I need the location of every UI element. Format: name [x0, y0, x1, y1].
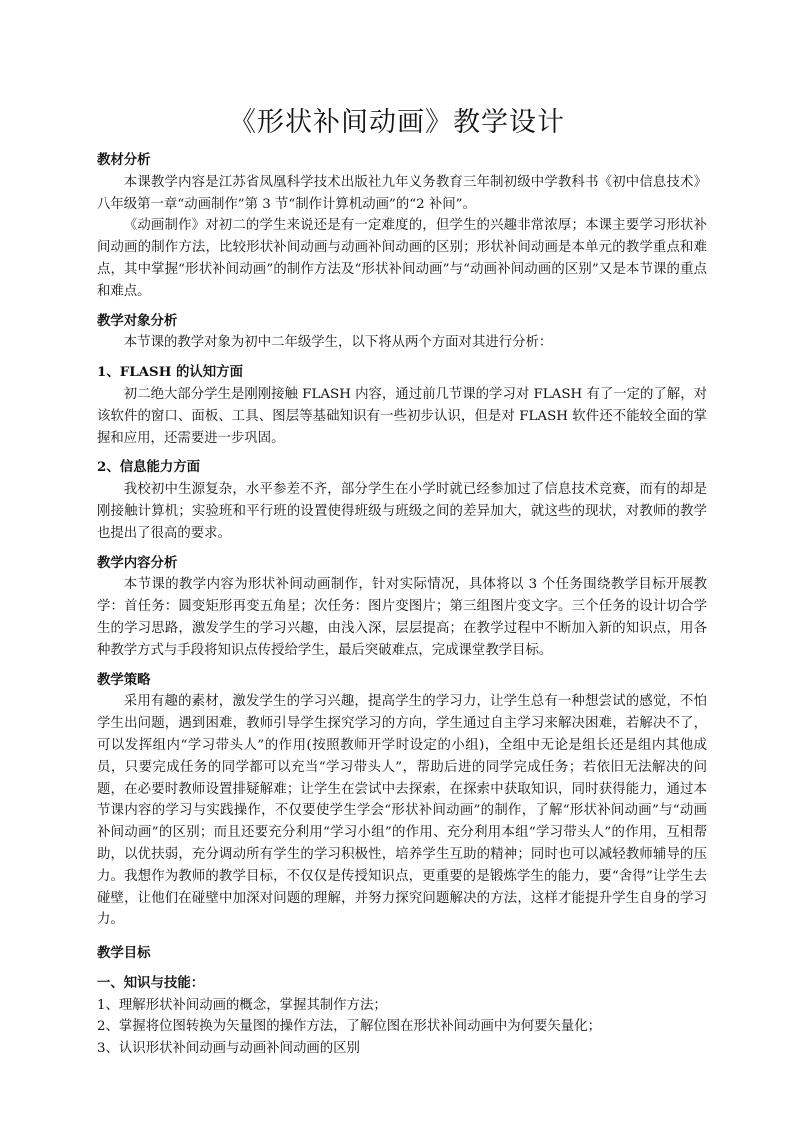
subheading-knowledge-skills: 一、知识与技能： [97, 974, 205, 991]
section-heading-content: 教学内容分析 [97, 554, 178, 571]
strategy-paragraph-1: 采用有趣的素材，激发学生的学习兴趣，提高学生的学习力，让学生总有一种想尝试的感觉，不怕学生出问题，遇到困难，教师引导学生探究学习的方向，学生通过自主学习来解决困难，若解决不了，可以发挥组内“学习带头人”的作用(按照教师开学时设定的小组)，全组中无论是组长还是组内其他成员，只要完成任务的同学都可以充当“学习带头人”，帮助后进的同学完成任务；若依旧无法解决的问题，在必要时教师设置排疑解难；让学生在尝试中去探索，在探索中获取知识，同时获得能力，通过本节课内容的学习与实践操作，不仅要使学生学会“形状补间动画”的制作，了解“形状补间动画”与“动画补间动画”的区别；而且还要充分利用“学习小组”的作用、充分利用本组“学习带头人”的作用，互相帮助，以优扶弱，充分调动所有学生的学习积极性，培养学生互助的精神；同时也可以减轻教师辅导的压力。我想作为教师的教学目标，不仅仅是传授知识点，更重要的是锻炼学生的能力，要“舍得”让学生去碰壁，让他们在碰壁中加深对问题的理解，并努力探究问题解决的方法，这样才能提升学生自身的学习力。 [97, 694, 707, 928]
subheading-flash-cognition: 1、FLASH 的认知方面 [97, 364, 243, 381]
goal-item-3: 3、认识形状补间动画与动画补间动画的区别 [97, 1041, 360, 1057]
document-title: 《形状补间动画》教学设计 [229, 107, 565, 138]
document-body [97, 150, 707, 1060]
subheading-information-ability: 2、信息能力方面 [97, 459, 201, 476]
goal-item-1: 1、理解形状补间动画的概念，掌握其制作方法； [97, 997, 387, 1013]
materials-paragraph-1: 本课教学内容是江苏省凤凰科学技术出版社九年义务教育三年制初级中学教科书《初中信息技术》八年级第一章“动画制作”第 3 节“制作计算机动画”的“2 补间”。 [97, 174, 707, 212]
section-heading-audience: 教学对象分析 [97, 312, 178, 329]
content-paragraph-1: 本节课的教学内容为形状补间动画制作，针对实际情况，具体将以 3 个任务围绕教学目标开展教学：首任务：圆变矩形再变五角星；次任务：图片变图片；第三组图片变文字。三个任务的设计切合学生的学习思路，激发学生的学习兴趣，由浅入深，层层提高；在教学过程中不断加入新的知识点，用各种教学方式与手段将知识点传授给学生，最后突破难点，完成课堂教学目标。 [97, 577, 707, 658]
section-heading-materials: 教材分析 [97, 152, 151, 168]
flash-cognition-paragraph: 初二绝大部分学生是刚刚接触 FLASH 内容，通过前几节课的学习对 FLASH 有了一定的了解，对该软件的窗口、面板、工具、图层等基础知识有一些初步认识，但是对 FLASH 软件还不能较全面的掌握和应用，还需要进一步巩固。 [97, 386, 707, 446]
information-ability-paragraph: 我校初中生源复杂，水平参差不齐，部分学生在小学时就已经参加过了信息技术竞赛，而有的却是刚接触计算机；实验班和平行班的设置使得班级与班级之间的差异加大，就这些的现状，对教师的教学也提出了很高的要求。 [97, 482, 707, 541]
section-heading-goals: 教学目标 [97, 945, 151, 962]
materials-paragraph-2: 《动画制作》对初二的学生来说还是有一定难度的，但学生的兴趣非常浓厚；本课主要学习形状补间动画的制作方法，比较形状补间动画与动画补间动画的区别；形状补间动画是本单元的教学重点和难点，其中掌握“形状补间动画”的制作方法及“形状补间动画”与“动画补间动画的区别”又是本节课的重点和难点。 [97, 218, 707, 299]
audience-paragraph-1: 本节课的教学对象为初中二年级学生，以下将从两个方面对其进行分析： [123, 335, 553, 351]
section-heading-strategy: 教学策略 [97, 671, 151, 688]
goal-item-2: 2、掌握将位图转换为矢量图的操作方法，了解位图在形状补间动画中为何要矢量化； [97, 1019, 601, 1035]
